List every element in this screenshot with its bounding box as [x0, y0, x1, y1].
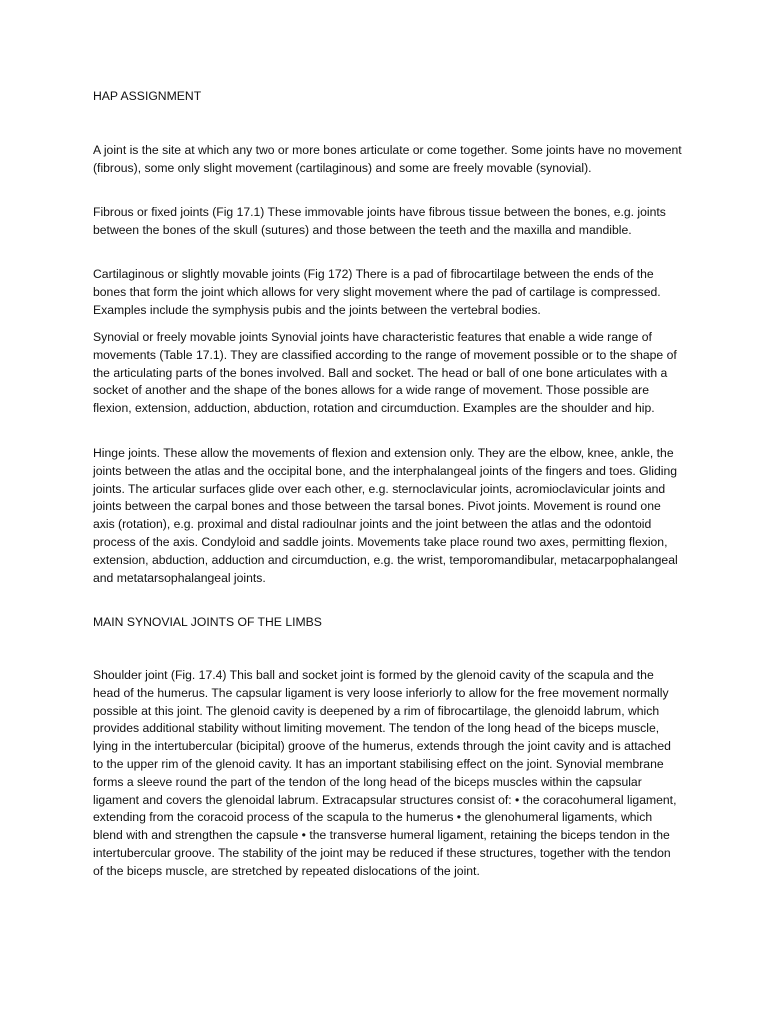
paragraph-shoulder-joint: Shoulder joint (Fig. 17.4) This ball and socket joint is formed by the glenoid cavity of the scapula and the head of the humerus. The capsular ligament is very loose inferiorly to allow for the free movement normally possible at this joint. The glenoid cavity is deepened by a rim of fibrocartilage, the glenoidd labrum, which provides additional stability without limiting movement. The tendon of the long head of the biceps muscle, lying in the intertubercular (bicipital) groove of the humerus, extends through the joint cavity and is attached to the upper rim of the glenoid cavity. It has an important stabilising effect on the joint. Synovial membrane forms a sleeve round the part of the tendon of the long head of the biceps muscles within the capsular ligament and covers the glenoidal labrum. Extracapsular structures consist of: • the coracohumeral ligament, extending from the coracoid process of the scapula to the humerus • the glenohumeral ligaments, which blend with and strengthen the capsule • the transverse humeral ligament, retaining the biceps tendon in the intertubercular groove. The stability of the joint may be reduced if these structures, together with the tendon of the biceps muscle, are stretched by repeated dislocations of the joint.: [93, 668, 677, 878]
paragraph-cartilaginous-joints: Cartilaginous or slightly movable joints (Fig 172) There is a pad of fibrocartilage between the ends of the bones that form the joint which allows for very slight movement where the pad of cartilage is compressed. Examples include the symphysis pubis and the joints between the vertebral bodies.: [93, 267, 661, 317]
paragraph-fibrous-joints: Fibrous or fixed joints (Fig 17.1) These immovable joints have fibrous tissue between the bones, e.g. joints between the bones of the skull (sutures) and those between the teeth and the maxilla and mandible.: [93, 205, 666, 237]
document-title: HAP ASSIGNMENT: [93, 89, 202, 103]
section-heading: MAIN SYNOVIAL JOINTS OF THE LIMBS: [93, 615, 322, 629]
paragraph-synovial-joints: Synovial or freely movable joints Synovial joints have characteristic features that enable a wide range of movements (Table 17.1). They are classified according to the range of movement possible or to the shape of the articulating parts of the bones involved. Ball and socket. The head or ball of one bone articulates with a socket of another and the shape of the bones allows for a wide range of movement. Those possible are flexion, extension, adduction, abduction, rotation and circumduction. Examples are the shoulder and hip.: [93, 330, 677, 416]
paragraph-intro: A joint is the site at which any two or more bones articulate or come together. Some joints have no movement (fibrous), some only slight movement (cartilaginous) and some are freely movable (synovial).: [93, 143, 682, 175]
paragraph-hinge-joints: Hinge joints. These allow the movements of flexion and extension only. They are the elbow, knee, ankle, the joints between the atlas and the occipital bone, and the interphalangeal joints of the fingers and toes. Gliding joints. The articular surfaces glide over each other, e.g. sternoclavicular joints, acromioclavicular joints and joints between the carpal bones and those between the tarsal bones. Pivot joints. Movement is round one axis (rotation), e.g. proximal and distal radioulnar joints and the joint between the atlas and the odontoid process of the axis. Condyloid and saddle joints. Movements take place round two axes, permitting flexion, extension, abduction, adduction and circumduction, e.g. the wrist, temporomandibular, metacarpophalangeal and metatarsophalangeal joints.: [93, 446, 678, 585]
